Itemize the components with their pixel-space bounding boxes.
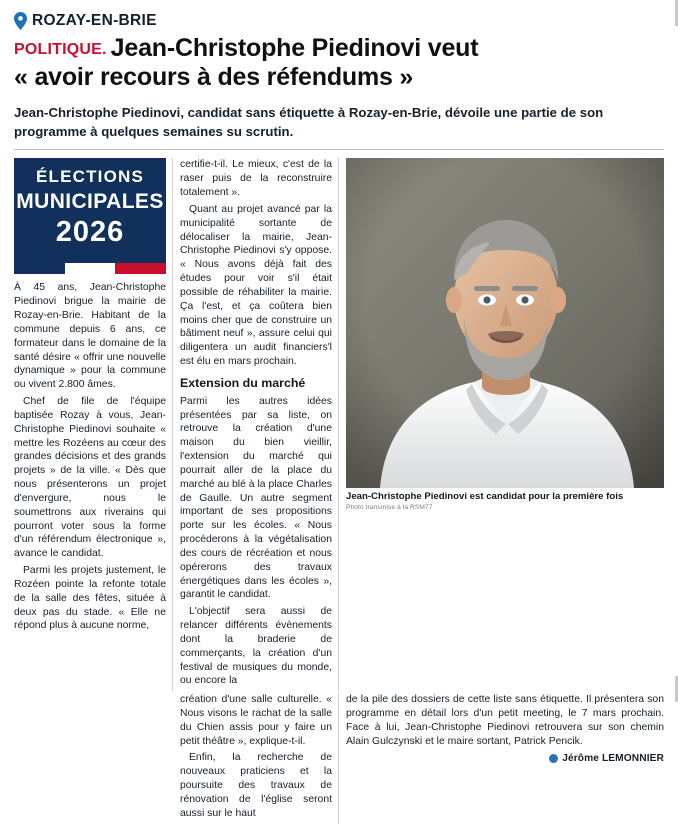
locality-name: ROZAY-EN-BRIE (32, 12, 157, 29)
logo-line-municipales: MUNICIPALES (16, 190, 164, 214)
headline-rubric: POLITIQUE. (14, 41, 107, 58)
elections-logo-box (14, 158, 166, 274)
stripe-red (115, 263, 166, 274)
bottom-column-2 (180, 693, 332, 823)
article-body-grid (14, 158, 664, 691)
paragraph: Enfin, la recherche de nouveaux praticiens et la poursuite des travaux de rénovation de l'église seront aussi sur le haut (180, 752, 332, 819)
paragraph: À 45 ans, Jean-Christophe Piedinovi brigue la mairie de Rozay-en-Brie. Habitant de la commune depuis 6 ans, ce formateur dans le domaine de la santé désire « offrir une nouvelle dynamique » pour la commune ou vivent 2.800 âmes. (14, 282, 166, 391)
column-divider (338, 158, 339, 691)
photo-credit: Photo transmise à la RSM77 (346, 504, 433, 512)
paragraph: certifie-t-il. Le mieux, c'est de la raser puis de la reconstruire totalement ». (180, 159, 332, 199)
locality-kicker (14, 12, 664, 30)
byline (346, 753, 664, 764)
headline-main-1: Jean-Christophe Piedinovi veut (110, 34, 479, 62)
paragraph: de la pile des dossiers de cette liste sans étiquette. Il présentera son programme en détail lors d'un petit meeting, le 7 mars prochain. Face à lui, Jean-Christophe Piedinovi retrouvera sur son chemin Alain Gulczynski et le maire sortant, Patrick Pencik. (346, 694, 664, 747)
logo-line-year: 2026 (55, 216, 125, 249)
logo-line-elections: ÉLECTIONS (35, 167, 145, 187)
map-pin-icon (14, 12, 27, 30)
stripe-white (65, 263, 116, 274)
headline-line-2: « avoir recours à des réfendums » (14, 63, 414, 91)
byline-author: Jérôme LEMONNIER (562, 753, 664, 765)
paragraph: Parmi les projets justement, le Rozéen pointe la refonte totale de la salle des fêtes, située à deux pas du stade. « Elle ne répond plus à aucune norme, (14, 565, 166, 632)
candidate-photo (346, 158, 664, 488)
column-divider (338, 693, 339, 823)
column-1 (14, 158, 166, 691)
standfirst: Jean-Christophe Piedinovi, candidat sans étiquette à Rozay-en-Brie, dévoile une partie de son programme à quelques semaines su scrutin. (14, 105, 604, 139)
bottom-column-3 (346, 693, 664, 823)
article-bottom-grid (14, 693, 664, 823)
paragraph: L'objectif sera aussi de relancer différents évènements dont la braderie de commerçants, la création d'un festival de musiques du monde, ou encore la (180, 606, 332, 687)
photo-caption: Jean-Christophe Piedinovi est candidat pour la première fois (346, 491, 624, 503)
stripe-blue (14, 263, 65, 274)
byline-dot-icon (549, 754, 558, 763)
headline-block (14, 34, 664, 94)
headline-line-1 (14, 34, 664, 62)
paragraph: Chef de file de l'équipe baptisée Rozay à vous, Jean-Christophe Piedinovi souhaite « mettre les Rozéens au cœur des grandes décisions et des grands projets » de la ville. « Dès que nous présenterons un projet d'envergure, nous le soumettrons aux riverains qui pourront voter sous la forme d'un référendum électronique », avance le candidat. (14, 396, 166, 560)
section-subheading: Extension du marché (180, 375, 306, 390)
header-divider (14, 149, 664, 150)
column-divider (172, 158, 173, 691)
logo-tricolor-stripe (14, 263, 166, 274)
photo-wrapper (346, 158, 664, 511)
paragraph: Quant au projet avancé par la municipalité sortante de délocaliser la mairie, Jean-Christophe Piedinovi s'y oppose. « Nous avons déjà fait des études pour voir s'il était possible de réhabiliter la mairie. Ça l'est, et ça coûtera bien moins cher que de construire un bâtiment neuf », assure celui qui diligentera un audit financiers'l est élu en mars prochain. (180, 203, 332, 368)
column-3-photo (346, 158, 664, 691)
paragraph: Parmi les autres idées présentées par sa liste, on retrouve la création d'une maison du bien vieillir, l'extension du marché qui pourrait aller de la place du marché au blé à la place Charles de Gaulle. Un autre segment important de ses propositions porte sur les écoles. « Nous procéderons à la végétalisation des cours de récréation et nous opérerons des travaux énergétiques dans les écoles », garantit le candidat. (180, 395, 332, 601)
column-2 (180, 158, 332, 691)
bottom-column-1 (14, 693, 166, 823)
paragraph: création d'une salle culturelle. « Nous visons le rachat de la salle du Chien assis pour y faire un petit théâtre », explique-t-il. (180, 694, 332, 747)
